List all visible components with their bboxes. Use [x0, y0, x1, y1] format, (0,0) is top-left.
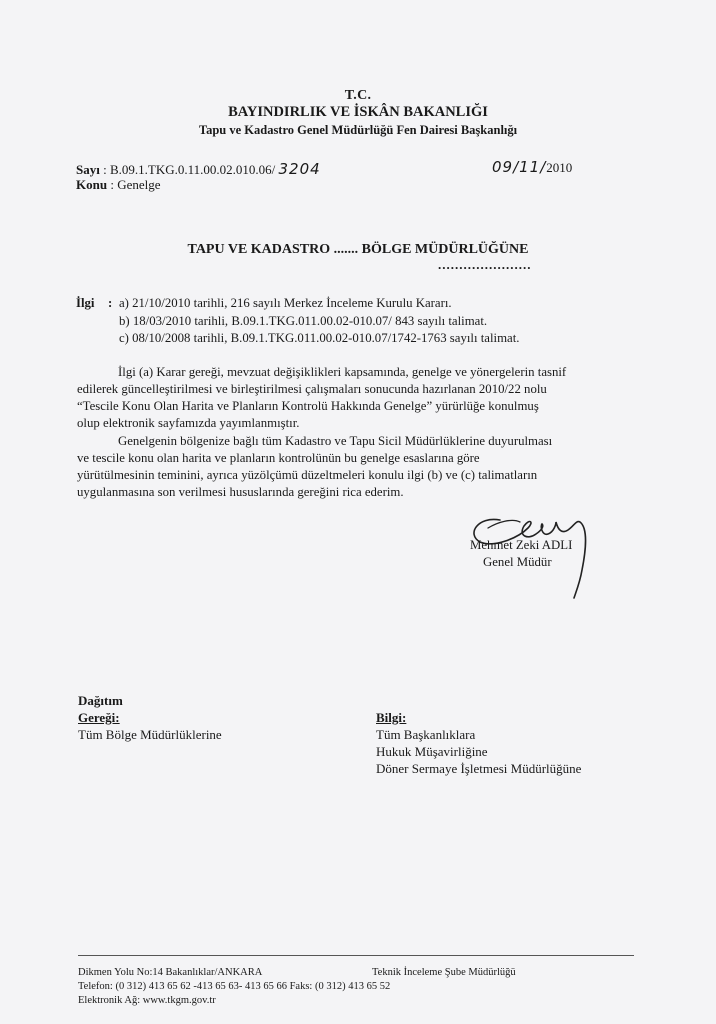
date-handwritten: 09/11/ — [492, 158, 547, 176]
header-tc: T.C. — [344, 88, 372, 103]
sayi-handwritten-number: 3204 — [278, 160, 321, 178]
header-ministry: BAYINDIRLIK VE İSKÂN BAKANLIĞI — [228, 104, 488, 120]
signatory-title: Genel Müdür — [483, 555, 552, 569]
ilgi-item-a: a) 21/10/2010 tarihli, 216 sayılı Merkez İnceleme Kurulu Kararı. — [119, 296, 452, 310]
date-row — [492, 158, 572, 176]
distribution-title: Dağıtım — [78, 693, 123, 708]
paragraph-2-line-3: yürütülmesinin teminini, ayrıca yüzölçümü düzeltmeleri konulu ilgi (b) ve (c) talimatların — [77, 468, 538, 482]
konu-row — [76, 177, 161, 193]
bilgi-item: Hukuk Müşavirliğine — [376, 744, 488, 759]
bilgi-item: Tüm Başkanlıklara — [376, 727, 476, 742]
ilgi-item-c: c) 08/10/2008 tarihli, B.09.1.TKG.011.00.02-010.07/1742-1763 sayılı talimat. — [119, 331, 520, 345]
header-department: Tapu ve Kadastro Genel Müdürlüğü Fen Dairesi Başkanlığı — [198, 123, 518, 137]
ilgi-colon: : — [108, 296, 113, 310]
footer-web: Elektronik Ağ: www.tkgm.gov.tr — [78, 995, 216, 1006]
bilgi-label: Bilgi: — [376, 710, 407, 725]
footer-unit: Teknik İnceleme Şube Müdürlüğü — [372, 967, 516, 978]
gerequi-label: Gereği: — [78, 710, 120, 725]
paragraph-1-line-2: edilerek güncelleştirilmesi ve birleştirilmesi çalışmaları sonucunda hazırlanan 2010/22 nolu — [77, 382, 547, 396]
paragraph-1-line-4: olup elektronik sayfamızda yayımlanmıştır. — [77, 416, 300, 430]
bilgi-item: Döner Sermaye İşletmesi Müdürlüğüne — [376, 761, 582, 776]
date-year: 2010 — [546, 160, 573, 175]
signatory-name: Mehmet Zeki ADLI — [470, 538, 573, 552]
paragraph-1-line-3: “Tescile Konu Olan Harita ve Planların Kontrolü Hakkında Genelge” yürürlüğe konulmuş — [77, 399, 539, 413]
ilgi-item-b: b) 18/03/2010 tarihli, B.09.1.TKG.011.00.02-010.07/ 843 sayılı talimat. — [119, 314, 488, 328]
konu-value: : Genelge — [110, 177, 161, 192]
footer-address: Dikmen Yolu No:14 Bakanlıklar/ANKARA — [78, 967, 263, 978]
addressee-line: TAPU VE KADASTRO ....... BÖLGE MÜDÜRLÜĞÜNE — [187, 242, 529, 257]
footer-divider — [78, 955, 634, 956]
paragraph-1-line-1: İlgi (a) Karar gereği, mevzuat değişiklikleri kapsamında, genelge ve yönergelerin tasnif — [118, 365, 567, 379]
konu-label: Konu — [76, 177, 108, 192]
paragraph-2-line-4: uygulanmasına son verilmesi hususlarında gereğini rica ederim. — [77, 485, 404, 499]
paragraph-2-line-1: Genelgenin bölgenize bağlı tüm Kadastro ve Tapu Sicil Müdürlüklerine duyurulması — [118, 434, 553, 448]
addressee-dots: ...................... — [438, 257, 532, 272]
footer-phone: Telefon: (0 312) 413 65 62 -413 65 63- 413 65 66 Faks: (0 312) 413 65 52 — [78, 981, 391, 992]
sayi-row — [76, 160, 321, 178]
sayi-value: : B.09.1.TKG.0.11.00.02.010.06/ — [103, 162, 276, 177]
ilgi-label: İlgi — [76, 296, 95, 310]
paragraph-2-line-2: ve tescile konu olan harita ve planların kontrolünün bu genelge esaslarına göre — [77, 451, 480, 465]
sayi-label: Sayı — [76, 162, 100, 177]
gerequi-item: Tüm Bölge Müdürlüklerine — [78, 727, 222, 742]
